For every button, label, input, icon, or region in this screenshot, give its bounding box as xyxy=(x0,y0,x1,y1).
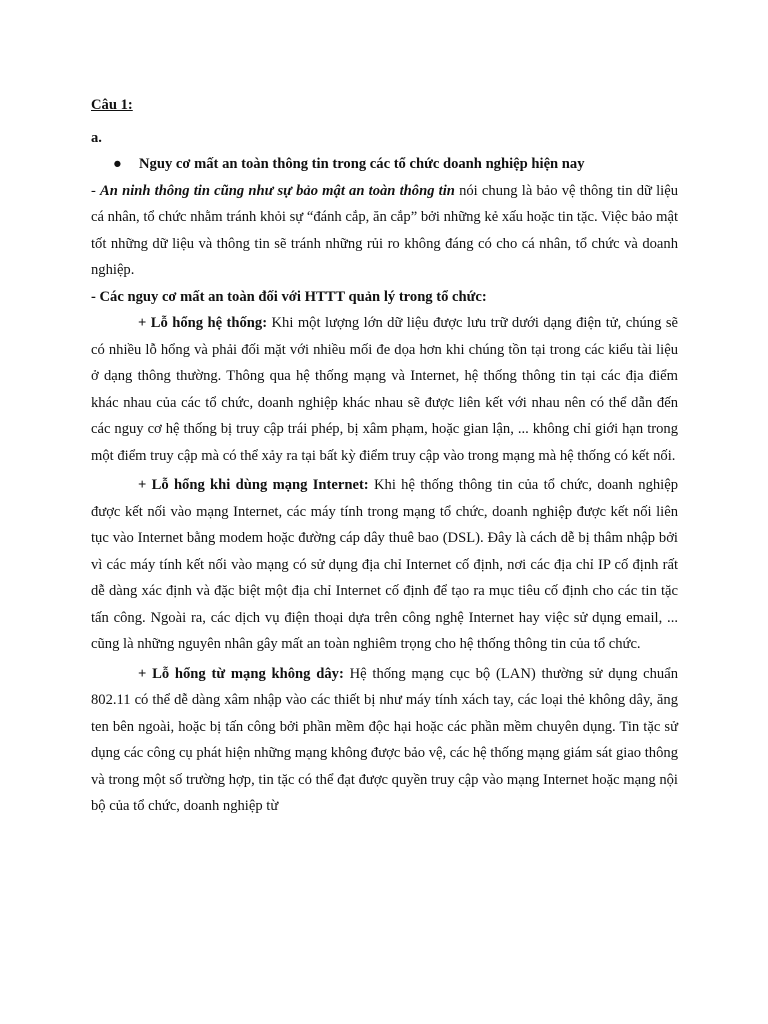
paragraph-internet-vulnerability xyxy=(91,472,678,658)
item-label: + Lỗ hổng khi dùng mạng Internet: xyxy=(138,477,369,493)
paragraph-system-vulnerability xyxy=(91,310,678,469)
paragraph-intro xyxy=(91,178,678,284)
para-lead: - xyxy=(91,182,101,199)
item-text: Khi hệ thống thông tin của tổ chức, doanh nghiệp được kết nối vào mạng Internet, các máy tính trong mạng tổ chức, doanh nghiệp được kết nối liên tục vào Internet bằng modem hoặc đường cáp dây thuê bao (DSL). Đây là cách dễ bị thâm nhập bởi vì các máy tính kết nối vào mạng có sử dụng địa chỉ Internet cố định, nơi các địa chỉ IP cố định rất dễ dàng xác định và đặc biệt một địa chỉ Internet cố định để tạo ra mục tiêu cố định cho các tin tặc tấn công. Ngoài ra, các dịch vụ điện thoại dựa trên công nghệ Internet hay việc sử dụng email, ... cũng là những nguyên nhân gây mất an toàn nghiêm trọng cho hệ thống thông tin của tổ chức. xyxy=(91,477,678,652)
section-risks-heading: - Các nguy cơ mất an toàn đối với HTTT quản lý trong tổ chức: xyxy=(91,288,487,305)
part-label: a. xyxy=(91,129,102,146)
item-text: Hệ thống mạng cục bộ (LAN) thường sử dụng chuẩn 802.11 có thể dễ dàng xâm nhập vào các thiết bị như máy tính xách tay, các loại thẻ không dây, ăng ten bên ngoài, hoặc bị tấn công bởi phần mềm độc hại hoặc các phần mềm chuyên dụng. Tin tặc sử dụng các công cụ phát hiện những mạng không được bảo vệ, các hệ thống mạng giám sát giao thông và trong một số trường hợp, tin tặc có thể đạt được quyền truy cập vào mạng Internet hoặc mạng nội bộ của tổ chức, doanh nghiệp từ xyxy=(91,665,679,814)
document-body xyxy=(91,92,678,820)
item-label: + Lỗ hổng từ mạng không dây: xyxy=(138,665,344,682)
bullet-title: Nguy cơ mất an toàn thông tin trong các tổ chức doanh nghiệp hiện nay xyxy=(139,156,585,172)
paragraph-wireless-vulnerability xyxy=(91,661,678,820)
item-text: Khi một lượng lớn dữ liệu được lưu trữ dưới dạng điện tử, chúng sẽ có nhiều lỗ hổng và phải đối mặt với nhiều mối đe dọa hơn khi chúng tồn tại trong các kiểu tài liệu ở dạng thông thường. Thông qua hệ thống mạng và Internet, hệ thống thông tin tại các địa điểm khác nhau của các tổ chức, doanh nghiệp khác nhau sẽ được liên kết với nhau nên có thể dẫn đến các nguy cơ hệ thống bị truy cập trái phép, bị xâm phạm, hoặc gian lận, ... không chỉ giới hạn trong một điểm truy cập mà có thể xảy ra tại bất kỳ điểm truy cập vào trong mạng mà hệ thống có kết nối. xyxy=(91,315,678,464)
bullet-heading xyxy=(91,151,678,178)
question-heading: Câu 1: xyxy=(91,97,133,113)
item-label: + Lỗ hổng hệ thống: xyxy=(138,315,268,331)
para-text: nói chung là bảo vệ thông tin dữ liệu cá nhân, tổ chức nhằm tránh khỏi sự “đánh cắp, ăn cắp” bởi những kẻ xấu hoặc tin tặc. Việc bảo mật tốt những dữ liệu và thông tin sẽ tránh những rủi ro không đáng có cho cá nhân, tổ chức và doanh nghiệp. xyxy=(91,182,678,278)
bullet-icon: ● xyxy=(113,156,122,172)
emphasis-phrase: An ninh thông tin cũng như sự bảo mật an toàn thông tin xyxy=(100,182,455,199)
